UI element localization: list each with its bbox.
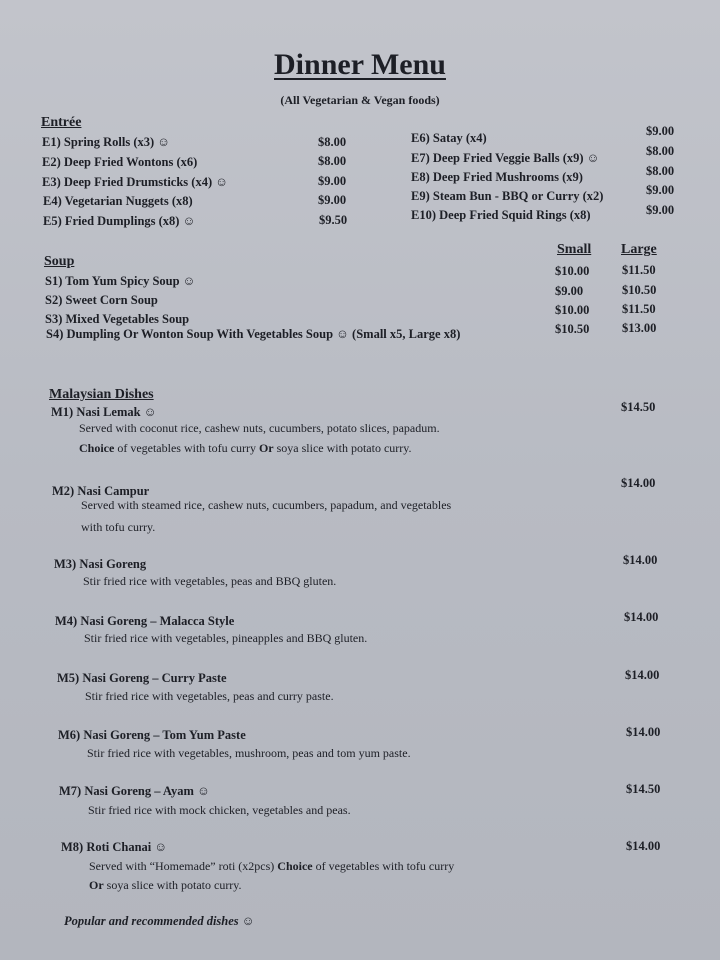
soup-item-s4: S4) Dumpling Or Wonton Soup With Vegetables Soup ☺ (Small x5, Large x8)	[46, 327, 461, 341]
entree-item-e3: E3) Deep Fried Drumsticks (x4) ☺	[42, 175, 228, 189]
dish-m5-price: $14.00	[625, 668, 660, 682]
dish-m1-desc-line2: Choice of vegetables with tofu curry Or soya slice with potato curry.	[79, 441, 412, 455]
dish-m8-desc-line1: Served with “Homemade” roti (x2pcs) Choice of vegetables with tofu curry	[89, 859, 455, 873]
entree-price-e6: $9.00	[646, 124, 675, 138]
entree-item-e9: E9) Steam Bun - BBQ or Curry (x2)	[411, 189, 604, 203]
entree-item-e1: E1) Spring Rolls (x3) ☺	[42, 135, 171, 149]
entree-item-e2: E2) Deep Fried Wontons (x6)	[42, 155, 198, 169]
entree-price-e7: $8.00	[646, 144, 675, 158]
soup-small-price-s1: $10.00	[555, 264, 590, 278]
dish-m2-price: $14.00	[621, 476, 656, 490]
entree-item-e5: E5) Fried Dumplings (x8) ☺	[43, 214, 196, 228]
footer-note: Popular and recommended dishes ☺	[64, 914, 255, 928]
dish-m6-price: $14.00	[626, 725, 661, 739]
soup-small-price-s4: $10.50	[555, 322, 590, 336]
dish-m1-desc-line1: Served with coconut rice, cashew nuts, cucumbers, potato slices, papadum.	[79, 421, 440, 435]
dish-m7-name: M7) Nasi Goreng – Ayam ☺	[59, 784, 210, 798]
entree-price-e5: $9.50	[319, 213, 348, 227]
malaysian-heading: Malaysian Dishes	[49, 387, 154, 402]
entree-price-e3: $9.00	[318, 174, 347, 188]
entree-item-e6: E6) Satay (x4)	[411, 131, 487, 145]
menu-subtitle: (All Vegetarian & Vegan foods)	[280, 93, 440, 107]
dish-m2-desc-line1: Served with steamed rice, cashew nuts, cucumbers, papadum, and vegetables	[81, 498, 452, 512]
dish-m8-name: M8) Roti Chanai ☺	[61, 840, 168, 854]
dish-m8-price: $14.00	[626, 839, 661, 853]
entree-price-e8: $8.00	[646, 164, 675, 178]
soup-large-price-s4: $13.00	[622, 321, 657, 335]
dish-m3-desc: Stir fried rice with vegetables, peas and BBQ gluten.	[83, 574, 337, 588]
entree-item-e4: E4) Vegetarian Nuggets (x8)	[43, 194, 193, 208]
entree-price-e1: $8.00	[318, 135, 347, 149]
soup-item-s2: S2) Sweet Corn Soup	[45, 293, 158, 307]
soup-heading: Soup	[44, 254, 75, 269]
dish-m2-desc-line2: with tofu curry.	[81, 520, 156, 534]
entree-price-e9: $9.00	[646, 183, 675, 197]
soup-small-price-s2: $9.00	[555, 284, 584, 298]
dish-m4-desc: Stir fried rice with vegetables, pineapples and BBQ gluten.	[84, 631, 368, 645]
dish-m1-name: M1) Nasi Lemak ☺	[51, 405, 157, 419]
dish-m4-name: M4) Nasi Goreng – Malacca Style	[55, 614, 235, 628]
soup-item-s3: S3) Mixed Vegetables Soup	[45, 312, 190, 326]
entree-item-e10: E10) Deep Fried Squid Rings (x8)	[411, 208, 591, 222]
dish-m2-name: M2) Nasi Campur	[52, 484, 150, 498]
entree-item-e8: E8) Deep Fried Mushrooms (x9)	[411, 170, 583, 184]
dish-m3-name: M3) Nasi Goreng	[54, 557, 147, 571]
entree-price-e4: $9.00	[318, 193, 347, 207]
entree-price-e2: $8.00	[318, 154, 347, 168]
soup-large-price-s3: $11.50	[622, 302, 656, 316]
soup-large-price-s1: $11.50	[622, 263, 656, 277]
dish-m4-price: $14.00	[624, 610, 659, 624]
entree-heading: Entrée	[41, 115, 82, 130]
dish-m8-desc-line2: Or soya slice with potato curry.	[89, 878, 242, 892]
dish-m7-desc: Stir fried rice with mock chicken, vegetables and peas.	[88, 803, 351, 817]
soup-item-s1: S1) Tom Yum Spicy Soup ☺	[45, 274, 196, 288]
dish-m7-price: $14.50	[626, 782, 661, 796]
dish-m3-price: $14.00	[623, 553, 658, 567]
soup-small-price-s3: $10.00	[555, 303, 590, 317]
dish-m5-name: M5) Nasi Goreng – Curry Paste	[57, 671, 227, 685]
soup-large-price-s2: $10.50	[622, 283, 657, 297]
soup-large-header: Large	[621, 242, 657, 257]
dish-m6-name: M6) Nasi Goreng – Tom Yum Paste	[58, 728, 246, 742]
soup-small-header: Small	[557, 242, 592, 257]
dish-m5-desc: Stir fried rice with vegetables, peas and curry paste.	[85, 689, 334, 703]
dish-m1-price: $14.50	[621, 400, 656, 414]
entree-price-e10: $9.00	[646, 203, 675, 217]
entree-item-e7: E7) Deep Fried Veggie Balls (x9) ☺	[411, 151, 600, 165]
dish-m6-desc: Stir fried rice with vegetables, mushroom, peas and tom yum paste.	[87, 746, 411, 760]
menu-title: Dinner Menu	[274, 48, 446, 81]
